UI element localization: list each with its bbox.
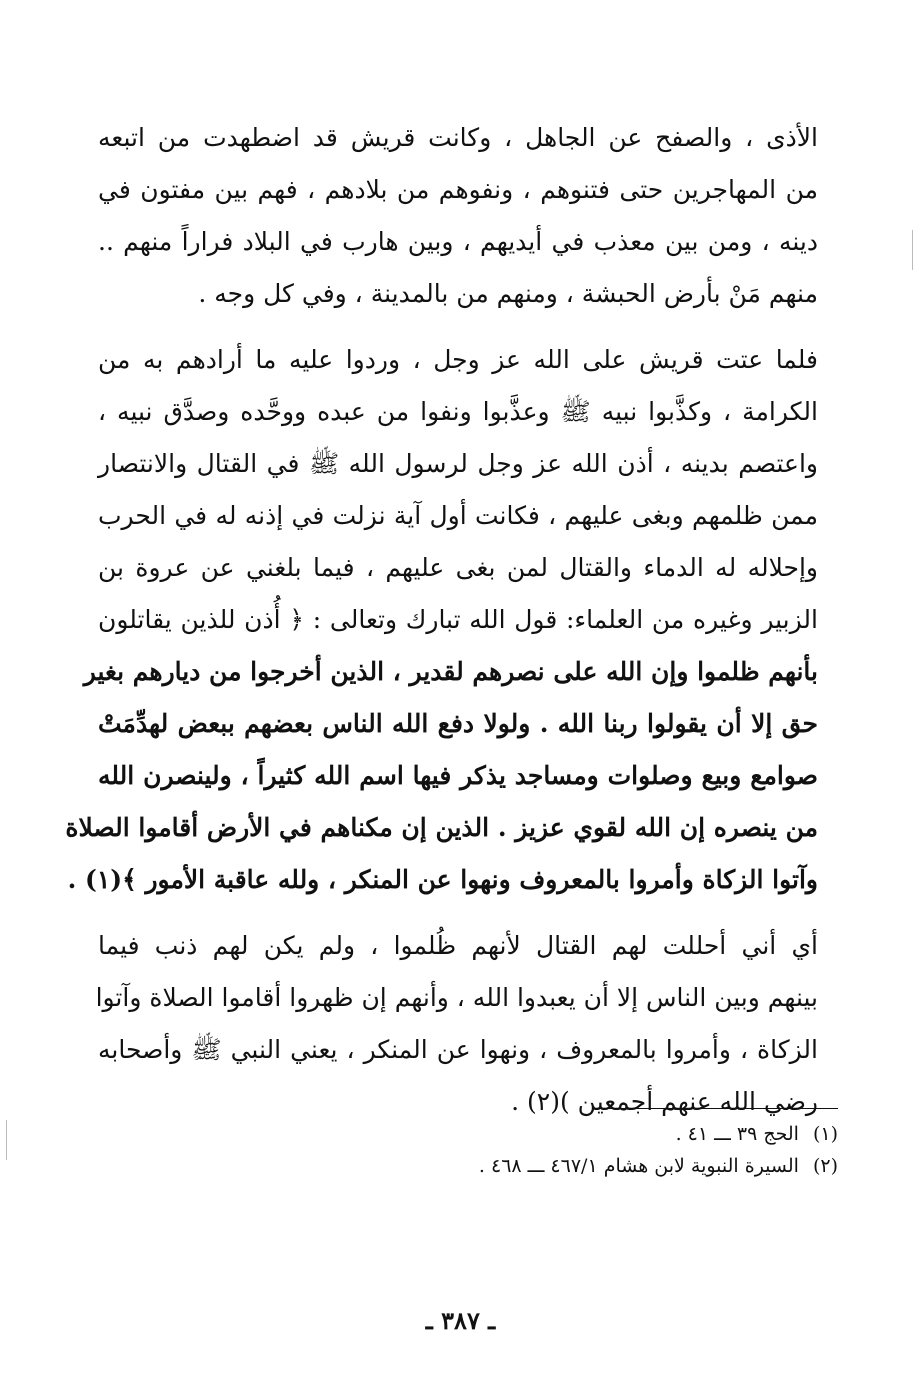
footnote-number: (١) — [812, 1123, 838, 1145]
text-line: فلما عتت قريش على الله عز وجل ، وردوا عليه ما أرادهم به من — [98, 345, 818, 374]
text-line: واعتصم بدينه ، أذن الله عز وجل لرسول الله ﷺ في القتال والانتصار — [98, 449, 818, 478]
footnote — [420, 1150, 838, 1182]
quran-quote-line: من ينصره إن الله لقوي عزيز . الذين إن مكناهم في الأرض أقاموا الصلاة — [65, 813, 818, 842]
paragraph-3 — [95, 920, 818, 1128]
main-text — [65, 112, 818, 1128]
text-line: الكرامة ، وكذَّبوا نبيه ﷺ وعذَّبوا ونفوا من عبده ووحَّده وصدَّق نبيه ، — [98, 397, 818, 426]
scan-margin-mark — [6, 1120, 7, 1160]
text-line: الزبير وغيره من العلماء: قول الله تبارك وتعالى : ﴿ أُذن للذين يقاتلون — [98, 605, 818, 634]
text-line: بينهم وبين الناس إلا أن يعبدوا الله ، وأنهم إن ظهروا أقاموا الصلاة وآتوا — [95, 983, 818, 1012]
text-line: ممن ظلمهم وبغى عليهم ، فكانت أول آية نزلت في إذنه له في الحرب — [98, 501, 818, 530]
paragraph-spacer — [98, 320, 818, 334]
text-line: أي أني أحللت لهم القتال لأنهم ظُلموا ، ولم يكن لهم ذنب فيما — [98, 931, 818, 960]
page-number: ـ ٣٨٧ ـ — [425, 1306, 496, 1335]
quran-quote-line: حق إلا أن يقولوا ربنا الله . ولولا دفع الله الناس بعضهم ببعض لهدِّمَتْ — [98, 709, 818, 738]
footnotes — [420, 1118, 838, 1182]
text-line: دينه ، ومن بين معذب في أيديهم ، وبين هارب في البلاد فراراً منهم .. — [98, 227, 818, 256]
paragraph-spacer — [98, 906, 818, 920]
footnote-number: (٢) — [812, 1155, 838, 1177]
quran-quote-line: بأنهم ظلموا وإن الله على نصرهم لقدير ، الذين أخرجوا من ديارهم بغير — [83, 657, 818, 686]
text-line: من المهاجرين حتى فتنوهم ، ونفوهم من بلادهم ، فهم بين مفتون في — [98, 175, 818, 204]
text-line: منهم مَنْ بأرض الحبشة ، ومنهم من بالمدينة ، وفي كل وجه . — [198, 279, 818, 308]
footnote-separator — [600, 1108, 838, 1109]
paragraph-1 — [98, 112, 818, 320]
text-line: الزكاة ، وأمروا بالمعروف ، ونهوا عن المنكر ، يعني النبي ﷺ وأصحابه — [98, 1035, 818, 1064]
footnote — [420, 1118, 838, 1150]
text-line: رضي الله عنهم أجمعين )(٢) . — [511, 1087, 818, 1116]
scan-margin-mark — [912, 230, 913, 270]
paragraph-2 — [65, 334, 818, 906]
quran-quote-line: صوامع وبيع وصلوات ومساجد يذكر فيها اسم الله كثيراً ، ولينصرن الله — [98, 761, 818, 790]
text-line: الأذى ، والصفح عن الجاهل ، وكانت قريش قد اضطهدت من اتبعه — [98, 123, 818, 152]
text-line: وإحلاله له الدماء والقتال لمن بغى عليهم ، فيما بلغني عن عروة بن — [98, 553, 818, 582]
quran-quote-line: وآتوا الزكاة وأمروا بالمعروف ونهوا عن المنكر ، ولله عاقبة الأمور ﴾(١) . — [67, 865, 818, 894]
footnote-text: السيرة النبوية لابن هشام ٤٦٧/١ ـــ ٤٦٨ . — [478, 1155, 799, 1177]
footnote-text: الحج ٣٩ ـــ ٤١ . — [675, 1123, 799, 1145]
